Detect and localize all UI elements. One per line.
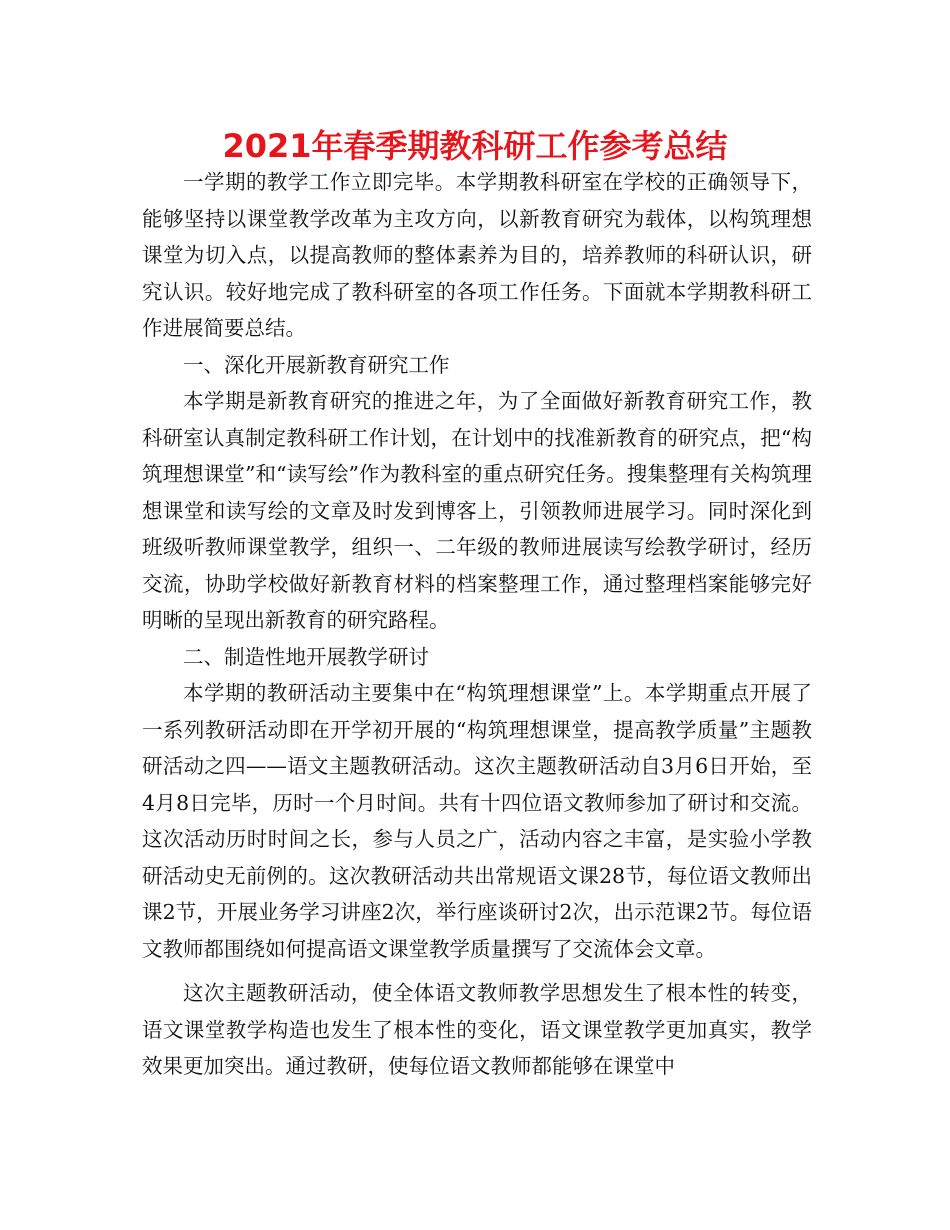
section-heading-1: 一、深化开展新教育研究工作 [183, 352, 450, 377]
section-heading-2: 二、制造性地开展教学研讨 [183, 644, 429, 669]
section-1-paragraph: 本学期是新教育研究的推进之年，为了全面做好新教育研究工作，教科研室认真制定教科研工作计划，在计划中的找准新教育的研究点，把“构筑理想课堂”和“读写绘”作为教科室的重点研究任务。搜集整理有关构筑理想课堂和读写绘的文章及时发到博客上，引领教师进展学习。同时深化到班级听教师课堂教学，组织一、二年级的教师进展读写绘教学研讨，经历交流，协助学校做好新教育材料的档案整理工作，通过整理档案能够完好明晰的呈现出新教育的研究路程。 [142, 389, 812, 632]
document-title: 2021年春季期教科研工作参考总结 [222, 127, 728, 165]
section-2-paragraph: 本学期的教研活动主要集中在“构筑理想课堂”上。本学期重点开展了一系列教研活动即在开学初开展的“构筑理想课堂，提高教学质量”主题教研活动之四——语文主题教研活动。这次主题教研活动自3月6日开始，至4月8日完毕，历时一个月时间。共有十四位语文教师参加了研讨和交流。这次活动历时时间之长，参与人员之广，活动内容之丰富，是实验小学教研活动史无前例的。这次教研活动共出常规语文课28节，每位语文教师出课2节，开展业务学习讲座2次，举行座谈研讨2次，出示范课2节。每位语文教师都围绕如何提高语文课堂教学质量撰写了交流体会文章。 [142, 681, 812, 961]
section-2-paragraph-continued: 这次主题教研活动，使全体语文教师教学思想发生了根本性的转变，语文课堂教学构造也发生了根本性的变化，语文课堂教学更加真实，教学效果更加突出。通过教研，使每位语文教师都能够在课堂中 [142, 981, 812, 1078]
document-body [142, 164, 812, 1085]
intro-paragraph: 一学期的教学工作立即完毕。本学期教科研室在学校的正确领导下，能够坚持以课堂教学改革为主攻方向，以新教育研究为载体，以构筑理想课堂为切入点，以提高教师的整体素养为目的，培养教师的科研认识，研究认识。较好地完成了教科研室的各项工作任务。下面就本学期教科研工作进展简要总结。 [142, 170, 812, 340]
